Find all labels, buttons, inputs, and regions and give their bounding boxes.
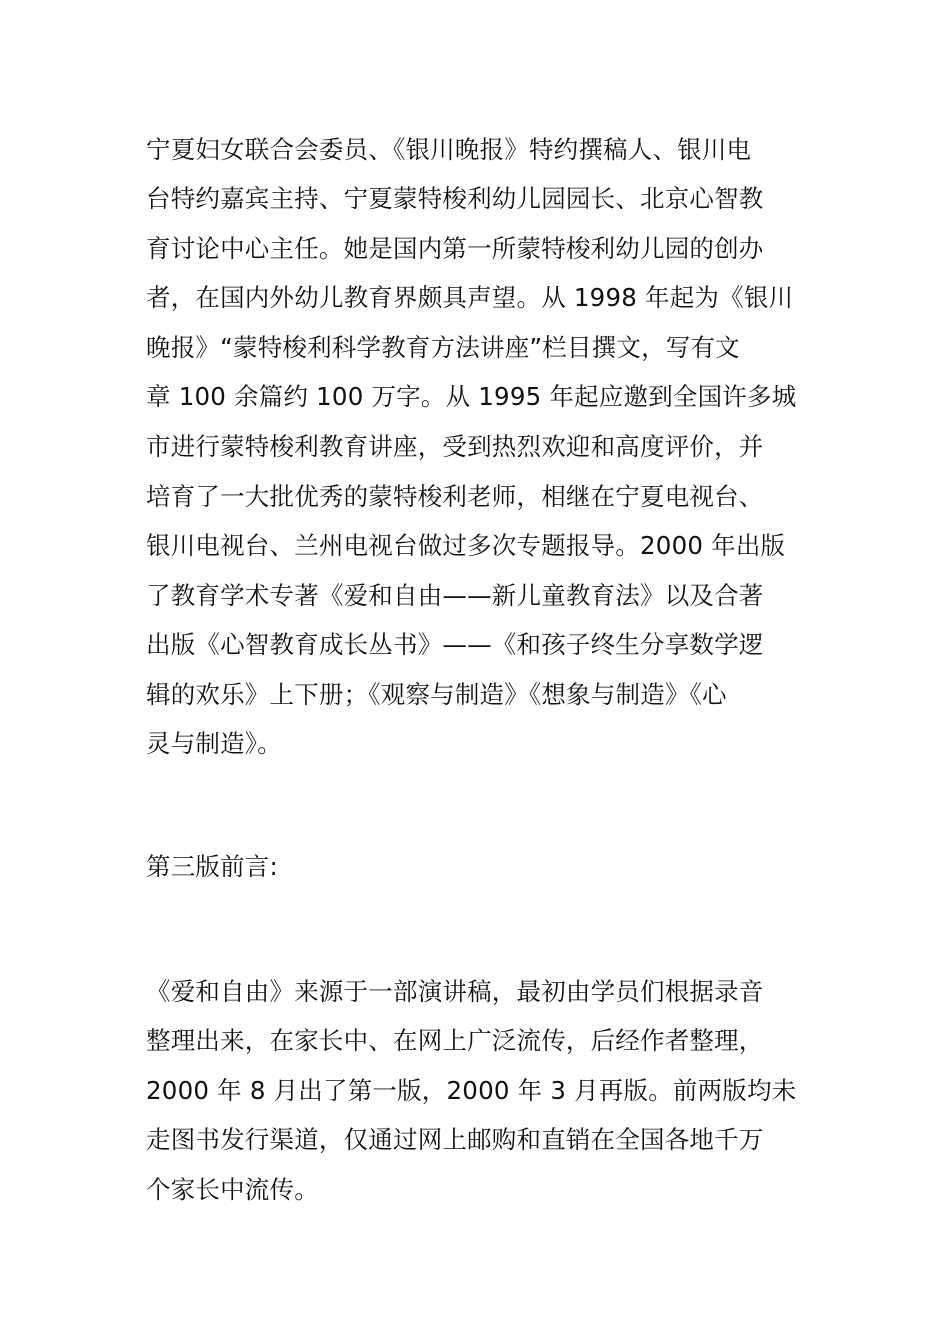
- bio-line: 章 100 余篇约 100 万字。从 1995 年起应邀到全国许多城: [146, 382, 797, 411]
- bio-line: 晚报》“蒙特梭利科学教育方法讲座”栏目撰文，写有文: [146, 333, 740, 362]
- preface-line: 《爱和自由》来源于一部演讲稿，最初由学员们根据录音: [146, 977, 764, 1006]
- bio-line: 培育了一大批优秀的蒙特梭利老师，相继在宁夏电视台、: [146, 482, 764, 511]
- bio-line: 市进行蒙特梭利教育讲座，受到热烈欢迎和高度评价，并: [146, 432, 764, 461]
- preface-line: 2000 年 8 月出了第一版，2000 年 3 月再版。前两版均未: [146, 1076, 797, 1105]
- section-heading: 第三版前言:: [146, 852, 278, 881]
- bio-line: 者，在国内外幼儿教育界颇具声望。从 1998 年起为《银川: [146, 283, 794, 312]
- bio-line: 台特约嘉宾主持、宁夏蒙特梭利幼儿园园长、北京心智教: [146, 184, 764, 213]
- bio-line: 了教育学术专著《爱和自由——新儿童教育法》以及合著: [146, 581, 764, 610]
- bio-line: 育讨论中心主任。她是国内第一所蒙特梭利幼儿园的创办: [146, 234, 764, 263]
- preface-line: 走图书发行渠道，仅通过网上邮购和直销在全国各地千万: [146, 1125, 764, 1154]
- preface-line: 个家长中流传。: [146, 1175, 319, 1204]
- preface-line: 整理出来，在家长中、在网上广泛流传，后经作者整理，: [146, 1026, 764, 1055]
- bio-line: 灵与制造》。: [146, 729, 282, 758]
- bio-line: 辑的欢乐》上下册；《观察与制造》《想象与制造》《心: [146, 680, 727, 709]
- bio-line: 银川电视台、兰州电视台做过多次专题报导。2000 年出版: [146, 531, 786, 560]
- bio-line: 出版《心智教育成长丛书》——《和孩子终生分享数学逻: [146, 630, 764, 659]
- bio-line: 宁夏妇女联合会委员、《银川晚报》特约撰稿人、银川电: [146, 135, 752, 164]
